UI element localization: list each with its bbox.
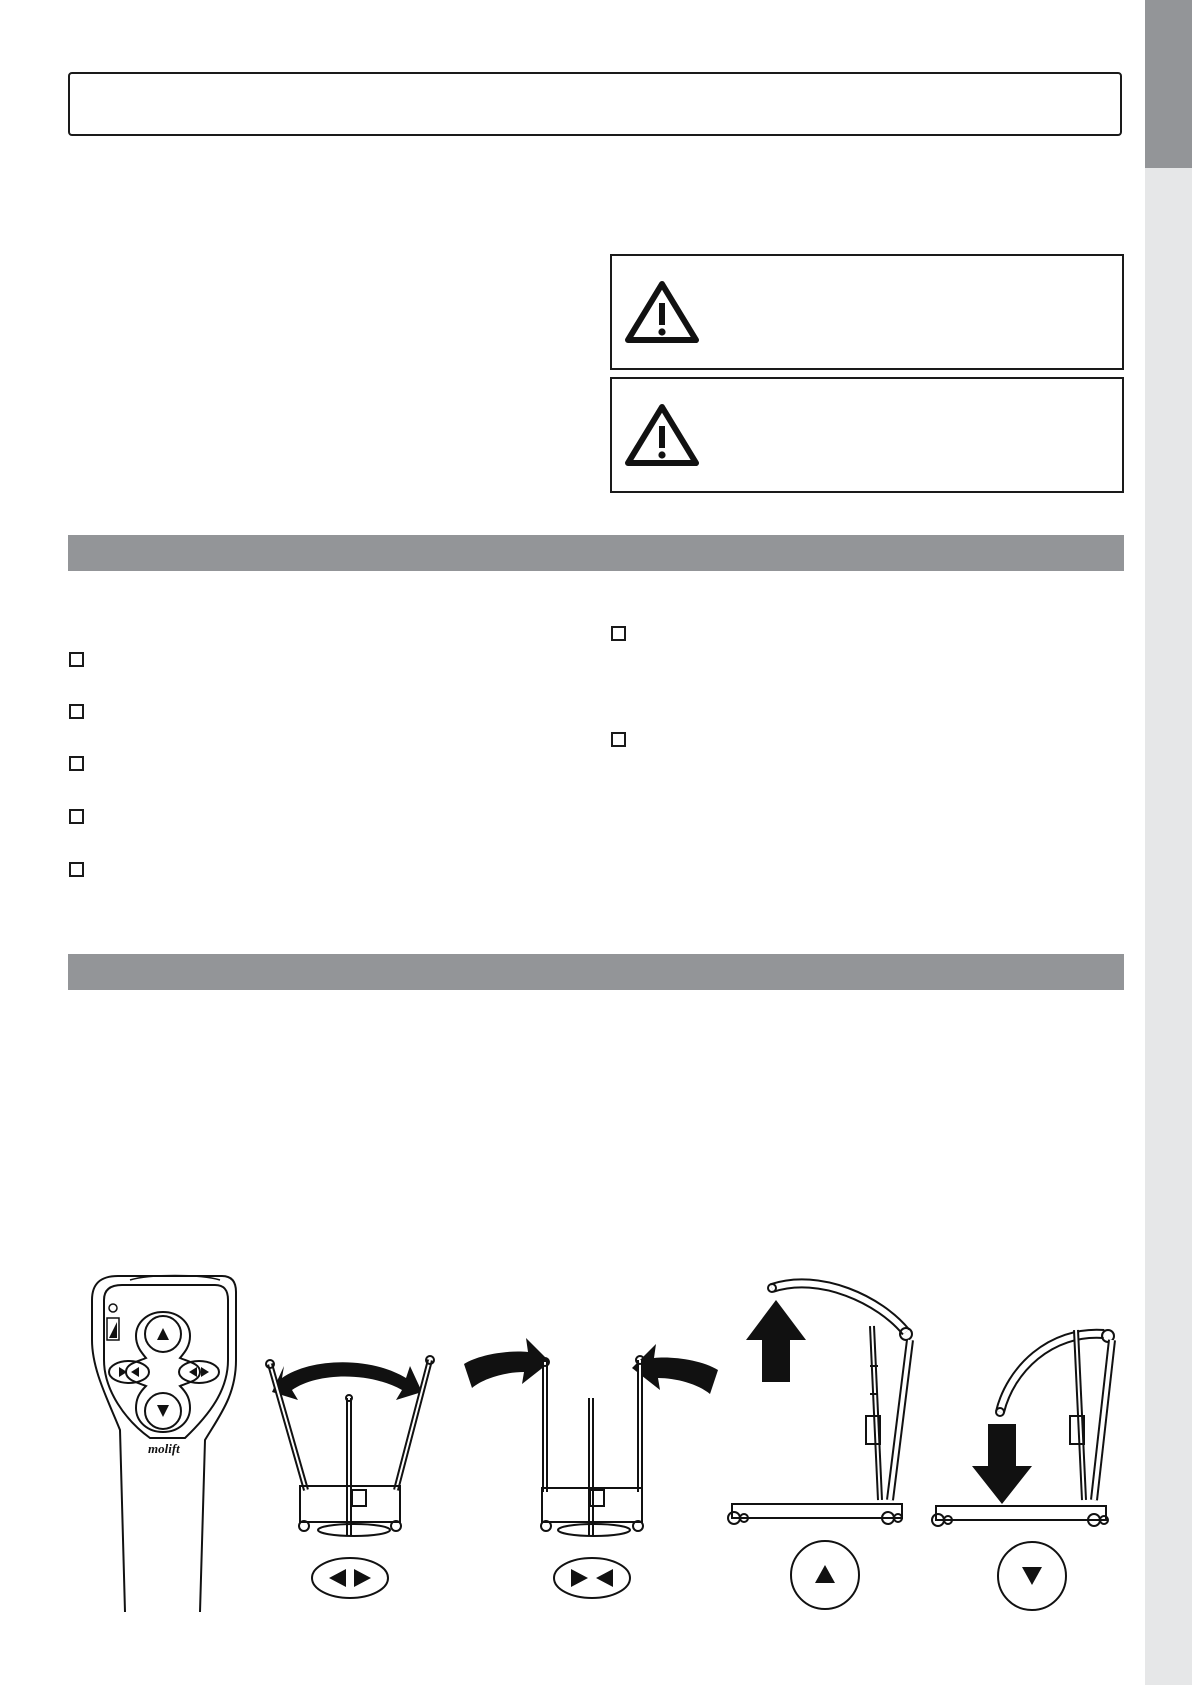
led-indicator-icon: [109, 1304, 117, 1312]
legs-open-button-icon: [312, 1558, 388, 1598]
lift-up-illustration: [728, 1283, 912, 1524]
down-arrow-button-icon: [998, 1542, 1066, 1610]
lift-down-illustration: [932, 1330, 1114, 1526]
legs-open-illustration: [266, 1356, 434, 1536]
up-arrow-button-icon: [791, 1541, 859, 1609]
legs-close-button-icon: [554, 1558, 630, 1598]
legs-close-button-icon: [109, 1361, 149, 1383]
brand-logo: molift: [148, 1441, 180, 1456]
legs-close-illustration: [464, 1338, 718, 1536]
hand-control-illustration: [92, 1276, 236, 1613]
